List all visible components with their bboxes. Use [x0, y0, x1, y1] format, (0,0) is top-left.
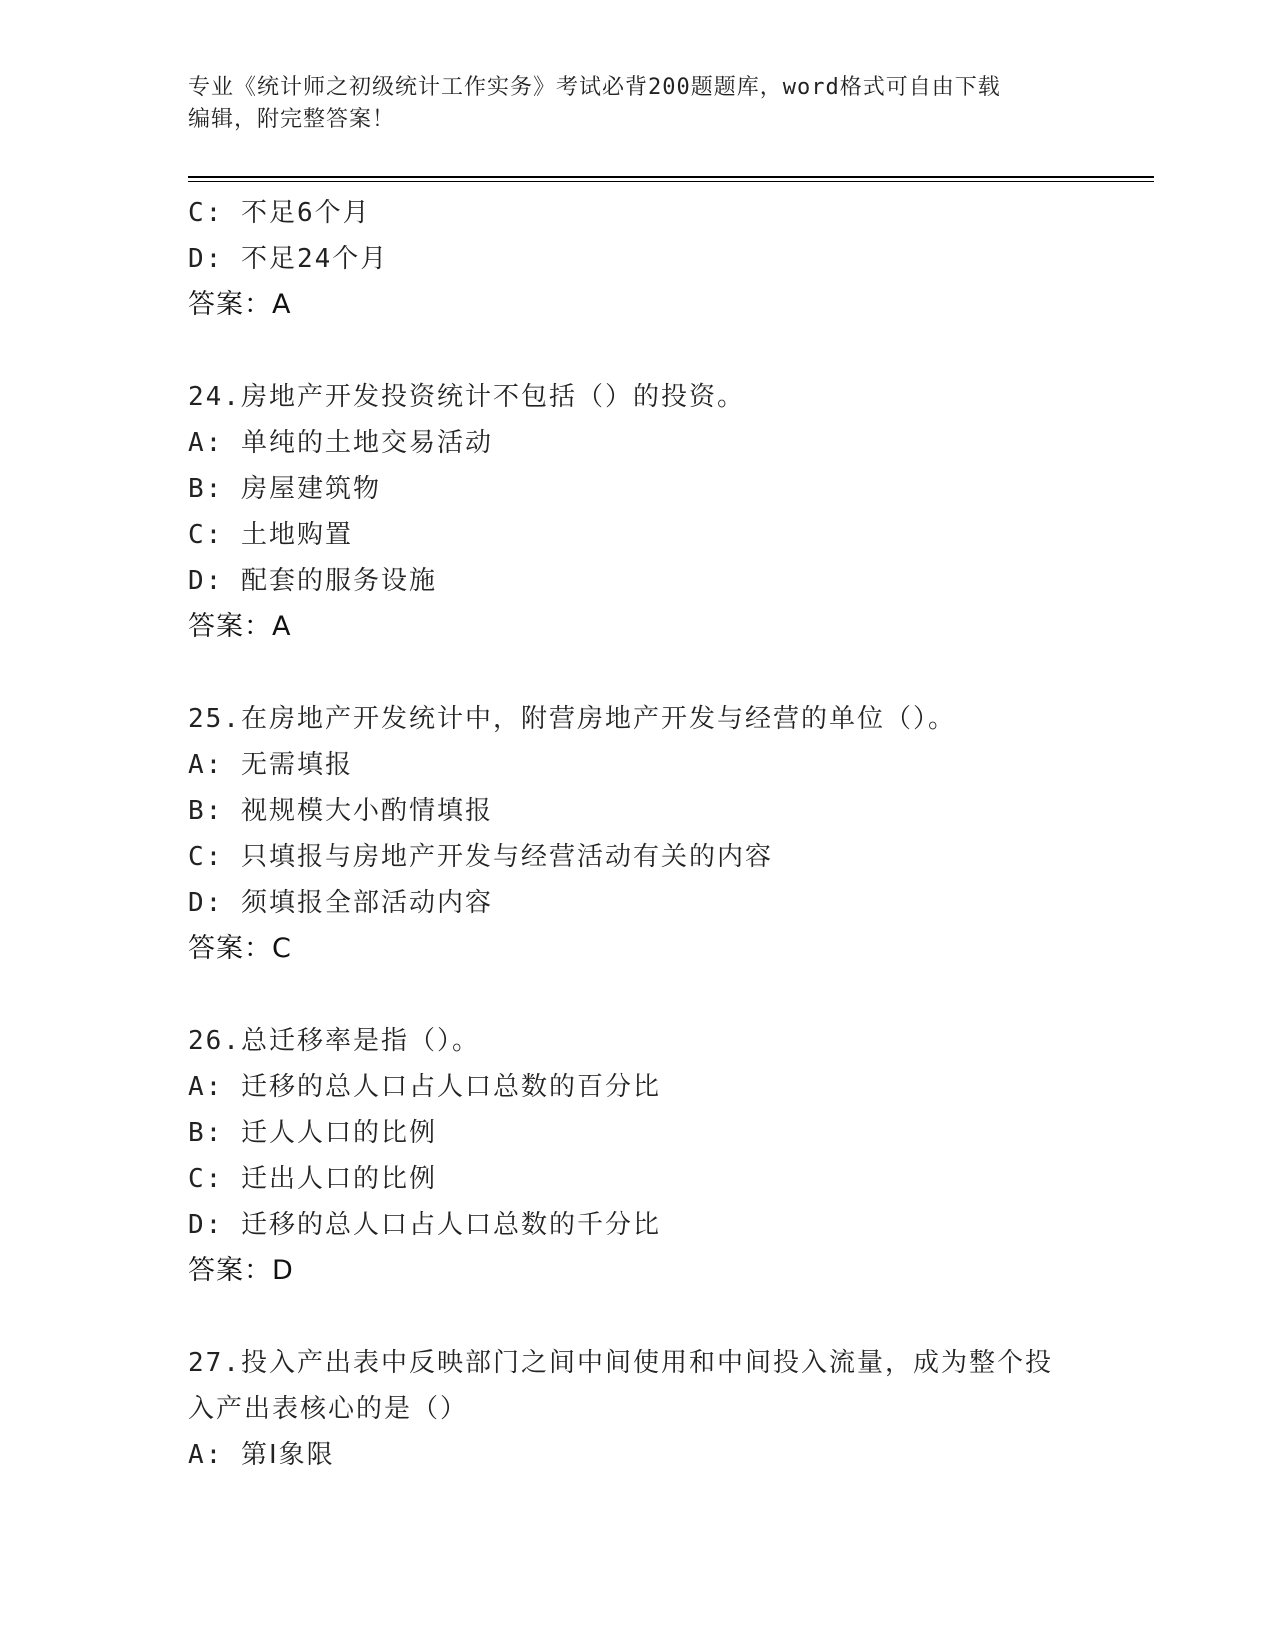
- option-c: C: 迁出人口的比例: [188, 1164, 437, 1194]
- question-25: [188, 696, 1148, 972]
- option-d: D: 配套的服务设施: [188, 566, 437, 596]
- question-24: [188, 374, 1148, 650]
- spacer: [188, 650, 1148, 696]
- question-27: [188, 1340, 1148, 1478]
- question-26: [188, 1018, 1148, 1294]
- option-a: A: 迁移的总人口占人口总数的百分比: [188, 1072, 661, 1102]
- option-b: B: 房屋建筑物: [188, 474, 381, 504]
- option-b: B: 迁人人口的比例: [188, 1118, 437, 1148]
- option-c: C: 土地购置: [188, 520, 353, 550]
- option-a: A: 无需填报: [188, 750, 353, 780]
- header-rule-thin: [188, 181, 1154, 182]
- question-text: 26.总迁移率是指（）。: [188, 1026, 480, 1056]
- option-d: D: 不足24个月: [188, 244, 389, 274]
- option-c: C: 只填报与房地产开发与经营活动有关的内容: [188, 842, 773, 872]
- question-list: [188, 190, 1148, 1478]
- header-rule-thick: [188, 176, 1154, 178]
- question-23: [188, 190, 1148, 328]
- question-text: 24.房地产开发投资统计不包括（）的投资。: [188, 382, 745, 412]
- option-a: A: 第Ⅰ象限: [188, 1440, 335, 1470]
- answer-line: 答案：D: [188, 1255, 294, 1286]
- question-text-line-1: 27.投入产出表中反映部门之间中间使用和中间投入流量，成为整个投: [188, 1348, 1053, 1378]
- answer-line: 答案：A: [188, 611, 292, 642]
- header-line-2: 编辑，附完整答案！: [188, 107, 396, 132]
- question-text: 25.在房地产开发统计中，附营房地产开发与经营的单位（）。: [188, 704, 956, 734]
- question-text-line-2: 入产出表核心的是（）: [188, 1394, 469, 1424]
- document-header: [188, 72, 1068, 136]
- answer-line: 答案：C: [188, 933, 292, 964]
- header-line-1: 专业《统计师之初级统计工作实务》考试必背200题题库，word格式可自由下载: [188, 75, 1001, 100]
- option-d: D: 须填报全部活动内容: [188, 888, 493, 918]
- option-a: A: 单纯的土地交易活动: [188, 428, 493, 458]
- option-d: D: 迁移的总人口占人口总数的千分比: [188, 1210, 661, 1240]
- spacer: [188, 1294, 1148, 1340]
- spacer: [188, 972, 1148, 1018]
- option-c: C: 不足6个月: [188, 198, 371, 228]
- spacer: [188, 328, 1148, 374]
- answer-line: 答案：A: [188, 289, 292, 320]
- option-b: B: 视规模大小酌情填报: [188, 796, 493, 826]
